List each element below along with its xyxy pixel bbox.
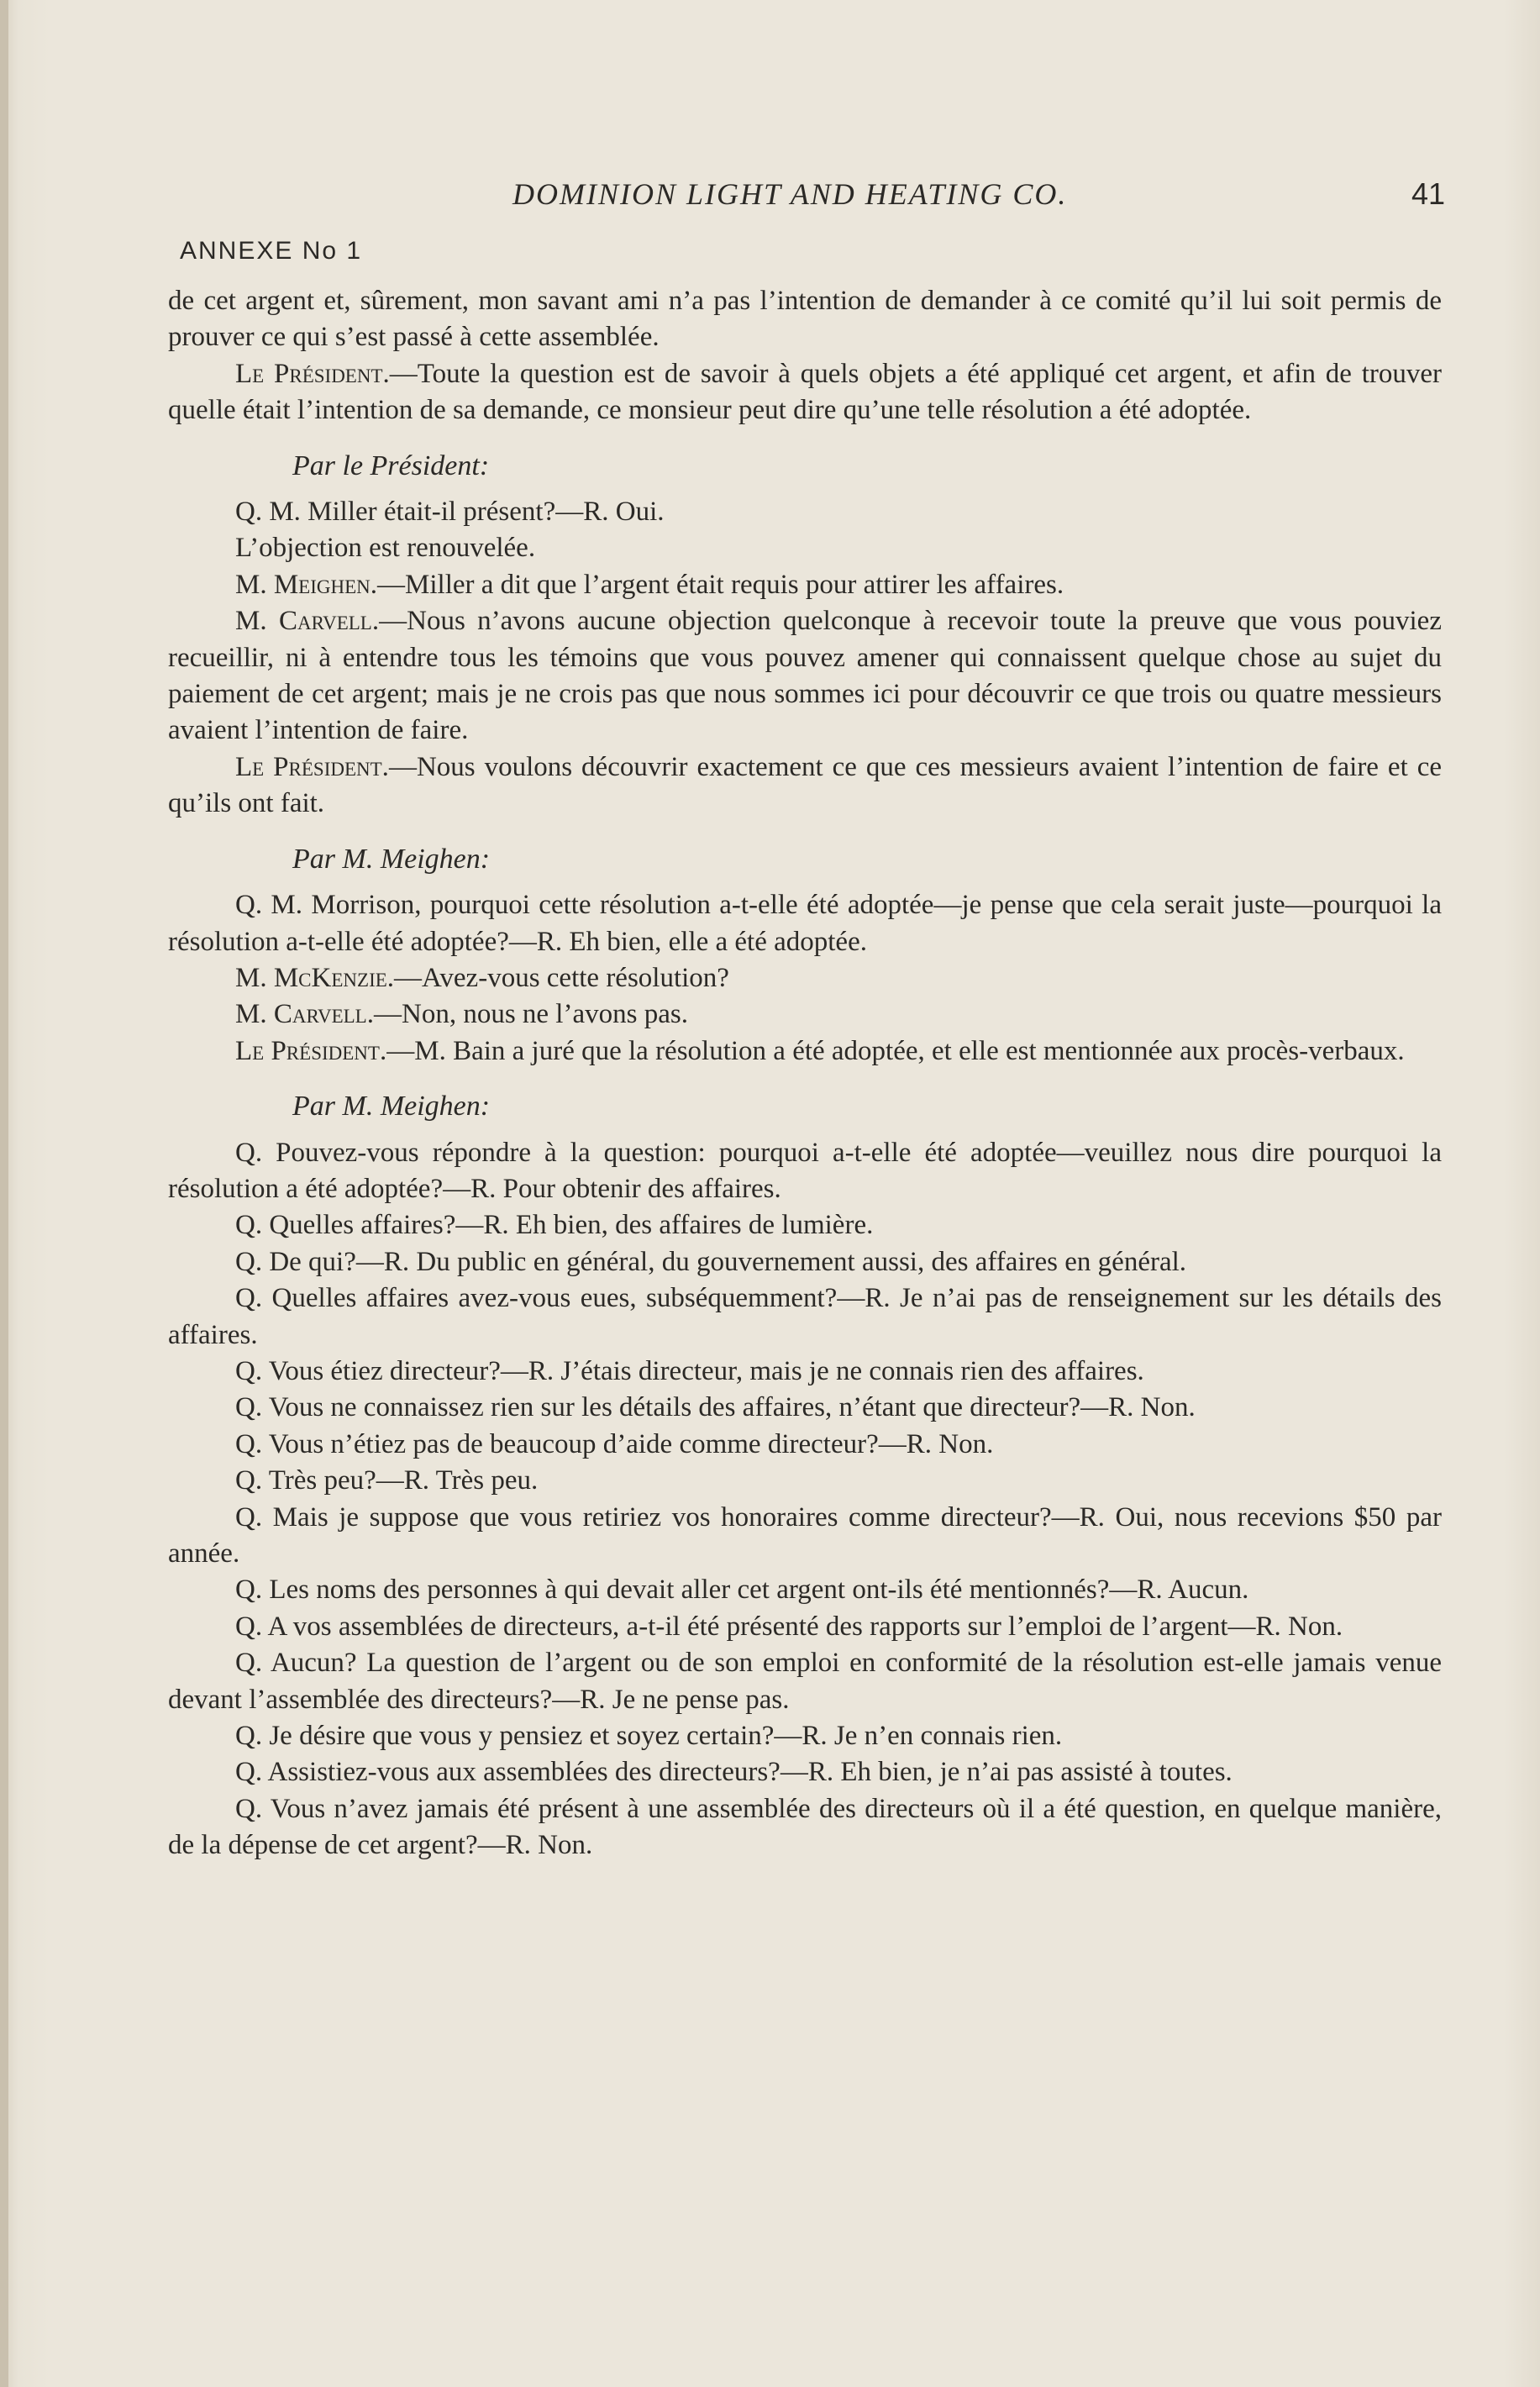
binding-edge xyxy=(0,0,8,2387)
speaker-paragraph xyxy=(168,1033,1442,1070)
paragraph-text: Q. Vous n’avez jamais été présent à une assemblée des directeurs où il a été question, en quelque manière, de la dépense de cet argent?—R. Non. xyxy=(168,1793,1442,1861)
speaker-name: M. Meighen. xyxy=(235,569,378,600)
text-paragraph xyxy=(168,1645,1442,1718)
speaker-paragraph xyxy=(168,356,1442,429)
text-paragraph xyxy=(168,1390,1442,1426)
paragraph-text: Q. Les noms des personnes à qui devait aller cet argent ont-ils été mentionnés?—R. Aucun. xyxy=(235,1575,1249,1606)
speaker-paragraph xyxy=(168,996,1442,1033)
speaker-name: M. Carvell. xyxy=(235,606,380,637)
paragraph-text: Q. Très peu?—R. Très peu. xyxy=(235,1465,539,1496)
paragraph-text: —M. Bain a juré que la résolution a été adoptée, et elle est mentionnée aux procès-verbaux. xyxy=(386,1035,1405,1066)
speaker-name: M. Carvell. xyxy=(235,999,374,1030)
text-paragraph xyxy=(168,887,1442,960)
paragraph-text: Q. Quelles affaires?—R. Eh bien, des affaires de lumière. xyxy=(235,1210,874,1241)
speaker-paragraph xyxy=(168,960,1442,996)
text-paragraph xyxy=(168,530,1442,566)
text-paragraph xyxy=(168,1718,1442,1754)
paragraph-text: Q. De qui?—R. Du public en général, du gouvernement aussi, des affaires en général. xyxy=(235,1246,1187,1277)
paragraph-text: Q. Pouvez-vous répondre à la question: pourquoi a-t-elle été adoptée—veuillez nous dire pourquoi la résolution a été adoptée?—R. Pour obtenir des affaires. xyxy=(168,1137,1442,1204)
speaker-name: Le Président. xyxy=(235,1035,387,1066)
text-paragraph xyxy=(168,1354,1442,1390)
paragraph-text: Q. Je désire que vous y pensiez et soyez certain?—R. Je n’en connais rien. xyxy=(235,1721,1063,1752)
text-paragraph xyxy=(168,1207,1442,1243)
paragraph-text: —Nous n’avons aucune objection quelconque à recevoir toute la preuve que vous pouviez recueillir, ni à entendre tous les témoins que vous pouvez amener qui connaissent quelque chose au sujet du paiement de cet argent; mais je ne crois pas que nous sommes ici pour découvrir ce que trois ou quatre messieurs avaient l’intention de faire. xyxy=(168,606,1442,746)
section-heading: Par M. Meighen: xyxy=(292,843,491,875)
paragraph-text: Q. Aucun? La question de l’argent ou de son emploi en conformité de la résolution est-elle jamais venue devant l’assemblée des directeurs?—R. Je ne pense pas. xyxy=(168,1648,1442,1715)
speaker-paragraph xyxy=(168,749,1442,823)
paragraph-text: de cet argent et, sûrement, mon savant ami n’a pas l’intention de demander à ce comité qu’il lui soit permis de prouver ce qui s’est passé à cette assemblée. xyxy=(168,286,1442,353)
paragraph-text: —Nous voulons découvrir exactement ce que ces messieurs avaient l’intention de faire et ce qu’ils ont fait. xyxy=(168,751,1442,819)
text-paragraph xyxy=(168,1135,1442,1208)
paragraph-text: Q. M. Morrison, pourquoi cette résolution a-t-elle été adoptée—je pense que cela serait juste—pourquoi la résolution a-t-elle été adoptée?—R. Eh bien, elle a été adoptée. xyxy=(168,890,1442,957)
paragraph-text: Q. Mais je suppose que vous retiriez vos honoraires comme directeur?—R. Oui, nous recevions $50 par année. xyxy=(168,1501,1442,1569)
text-paragraph xyxy=(168,1754,1442,1790)
paragraph-text: Q. Assistiez-vous aux assemblées des directeurs?—R. Eh bien, je n’ai pas assisté à toutes. xyxy=(235,1757,1233,1788)
paragraph-text: Q. Quelles affaires avez-vous eues, subséquemment?—R. Je n’ai pas de renseignement sur les détails des affaires. xyxy=(168,1283,1442,1350)
paragraph-text: Q. Vous étiez directeur?—R. J’étais directeur, mais je ne connais rien des affaires. xyxy=(235,1355,1144,1386)
text-paragraph xyxy=(168,1500,1442,1573)
text-paragraph xyxy=(168,1572,1442,1608)
page-number: 41 xyxy=(1411,176,1445,211)
paragraph-text: Q. Vous ne connaissez rien sur les détails des affaires, n’étant que directeur?—R. Non. xyxy=(235,1392,1196,1423)
text-paragraph xyxy=(168,283,1442,356)
paragraph-text: —Non, nous ne l’avons pas. xyxy=(373,999,688,1030)
paragraph-text: Q. Vous n’étiez pas de beaucoup d’aide comme directeur?—R. Non. xyxy=(235,1428,994,1459)
speaker-paragraph xyxy=(168,603,1442,749)
body-text xyxy=(168,283,1442,1864)
speaker-name: M. McKenzie. xyxy=(235,962,395,993)
text-paragraph xyxy=(168,1427,1442,1463)
section-heading: Par M. Meighen: xyxy=(292,1091,491,1123)
speaker-name: Le Président. xyxy=(235,358,390,389)
paragraph-text: —Toute la question est de savoir à quels objets a été appliqué cet argent, et afin de trouver quelle était l’intention de sa demande, ce monsieur peut dire qu’une telle résolution a été adoptée. xyxy=(168,358,1442,426)
paragraph-text: L’objection est renouvelée. xyxy=(235,533,536,564)
text-paragraph xyxy=(168,1463,1442,1499)
text-paragraph xyxy=(168,1280,1442,1354)
section-heading: Par le Président: xyxy=(292,450,490,481)
text-paragraph xyxy=(168,494,1442,530)
paragraph-text: —Avez-vous cette résolution? xyxy=(394,962,729,993)
speaker-paragraph xyxy=(168,567,1442,603)
speaker-name: Le Président. xyxy=(235,751,389,782)
text-paragraph xyxy=(168,1791,1442,1864)
paragraph-text: Q. A vos assemblées de directeurs, a-t-il été présenté des rapports sur l’emploi de l’argent—R. Non. xyxy=(235,1611,1343,1642)
running-title: DOMINION LIGHT AND HEATING CO. xyxy=(512,177,1068,211)
text-paragraph xyxy=(168,1609,1442,1645)
text-paragraph xyxy=(168,1244,1442,1280)
annex-label: ANNEXE No 1 xyxy=(180,237,363,265)
paragraph-text: —Miller a dit que l’argent était requis pour attirer les affaires. xyxy=(377,569,1064,600)
paragraph-text: Q. M. Miller était-il présent?—R. Oui. xyxy=(235,497,665,528)
running-head xyxy=(168,176,1445,218)
